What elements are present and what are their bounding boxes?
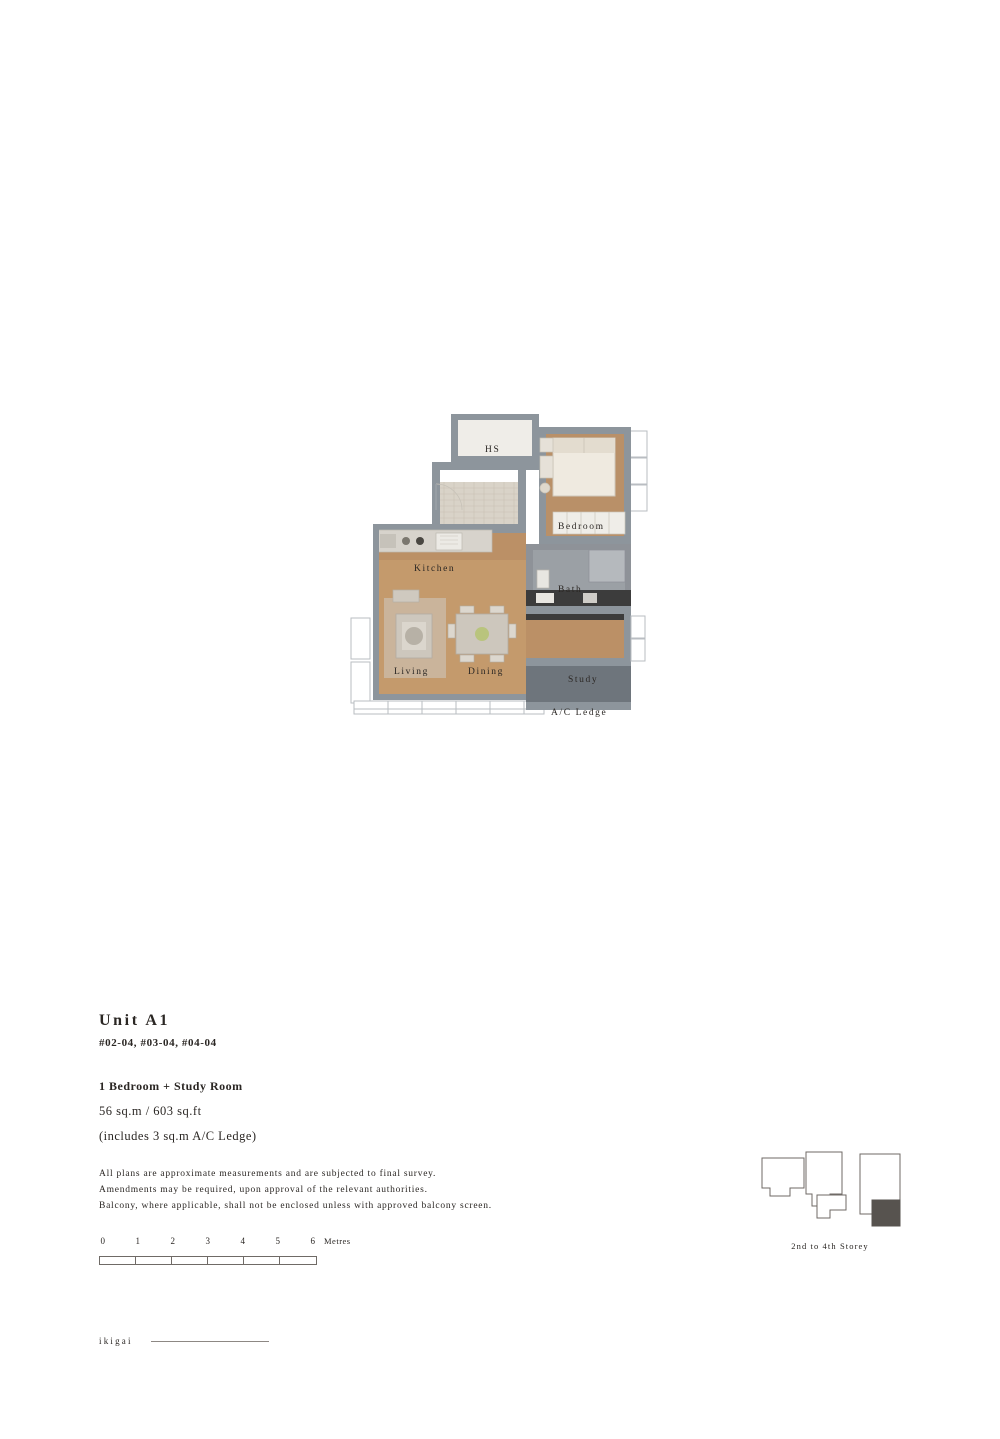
bedside-table	[540, 438, 553, 452]
floor-plan-drawing	[340, 400, 670, 750]
keyplan-block-c	[817, 1195, 846, 1218]
coffee-table	[405, 627, 423, 645]
scale-tick-4: 4	[240, 1236, 246, 1246]
kitchen-sink	[436, 533, 462, 550]
disclaimer	[99, 1166, 719, 1214]
key-plan-caption: 2nd to 4th Storey	[791, 1241, 869, 1251]
kitchen-cabinet	[380, 534, 396, 548]
scale-tick-labels	[99, 1236, 359, 1250]
unit-area: 56 sq.m / 603 sq.ft	[99, 1104, 202, 1118]
room-label-kitchen: Kitchen	[414, 564, 456, 574]
scale-tick-3: 3	[205, 1236, 211, 1246]
shower	[589, 550, 625, 582]
scale-tick-1: 1	[135, 1236, 141, 1246]
scale-tick-5: 5	[275, 1236, 281, 1246]
key-plan-drawing	[760, 1148, 905, 1233]
scale-tick-0: 0	[100, 1236, 106, 1246]
wall-bedroom-top	[539, 427, 631, 434]
scale-tick-2: 2	[170, 1236, 176, 1246]
unit-title: Unit A1	[99, 1012, 171, 1029]
footer	[99, 1336, 399, 1346]
unit-stacks: #02-04, #03-04, #04-04	[99, 1037, 217, 1049]
room-label-study: Study	[568, 675, 599, 685]
wall-foyer-right	[518, 470, 526, 524]
key-plan	[760, 1148, 910, 1251]
kitchen-hob	[402, 537, 410, 545]
unit-area-note: (includes 3 sq.m A/C Ledge)	[99, 1129, 257, 1143]
brand-name: ikigai	[99, 1336, 133, 1346]
disclaimer-line-3: Balcony, where applicable, shall not be enclosed unless with approved balcony screen.	[99, 1201, 492, 1211]
scale-bar	[99, 1236, 359, 1265]
keyplan-block-a	[762, 1158, 804, 1196]
disclaimer-line-2: Amendments may be required, upon approval of the relevant authorities.	[99, 1185, 428, 1195]
wall-bath-bottom	[526, 606, 631, 614]
scale-unit-label: Metres	[324, 1236, 351, 1246]
room-label-bedroom: Bedroom	[558, 522, 605, 532]
study-counter	[526, 614, 631, 620]
kitchen-hob-2	[416, 537, 424, 545]
bedroom-cabinet	[540, 456, 553, 478]
scale-tick-6: 6	[310, 1236, 316, 1246]
study-window-rails	[631, 616, 645, 661]
disclaimer-line-1: All plans are approximate measurements and are subjected to final survey.	[99, 1169, 437, 1179]
room-label-hs: HS	[485, 445, 501, 455]
room-label-bath: Bath	[558, 585, 583, 595]
bedroom-window-rails	[629, 431, 647, 511]
wc	[537, 570, 549, 588]
wall-left	[373, 524, 379, 700]
room-label-dining: Dining	[468, 667, 504, 677]
room-label-living: Living	[394, 667, 429, 677]
wall-bedroom-bottom	[539, 536, 631, 544]
vanity-detail	[583, 593, 597, 603]
scale-rule	[99, 1256, 317, 1265]
unit-type: 1 Bedroom + Study Room	[99, 1079, 243, 1093]
dining-centerpiece	[475, 627, 489, 641]
unit-info	[99, 1012, 719, 1214]
wall-bottom-living	[373, 694, 526, 700]
keyplan-highlight-unit	[872, 1200, 900, 1226]
wall-study-right	[624, 614, 631, 666]
footer-divider	[151, 1341, 269, 1342]
bedroom-stool	[540, 483, 550, 493]
basin	[536, 593, 554, 603]
room-label-ac-ledge: A/C Ledge	[551, 708, 608, 718]
floor-plan	[340, 400, 670, 750]
console-table	[393, 590, 419, 602]
wall-hs-bottom	[432, 462, 539, 470]
wall-study-bottom	[526, 658, 631, 666]
